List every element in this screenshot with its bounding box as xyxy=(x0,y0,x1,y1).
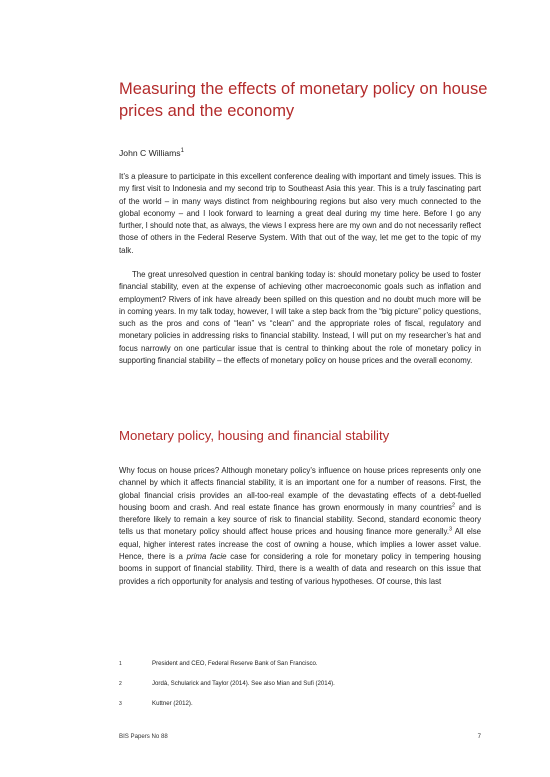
footnotes xyxy=(119,660,481,720)
page-number: 7 xyxy=(477,733,481,740)
author-name: John C Williams xyxy=(119,148,181,158)
author-line xyxy=(119,148,184,158)
footnote-1 xyxy=(119,660,481,668)
footnote-text: President and CEO, Federal Reserve Bank of San Francisco. xyxy=(152,660,318,667)
footnote-number: 1 xyxy=(119,661,122,667)
footnote-text: Kuttner (2012). xyxy=(152,700,193,707)
paragraph-text-segment: case for considering a role for monetary policy in tempering housing booms in support of financial stability. Third, there is a wealth of data and research on this issue that provides a rich opportunity for analysis and testing of various hypotheses. Of course, this last xyxy=(119,552,481,586)
section-heading: Monetary policy, housing and financial stability xyxy=(119,428,390,443)
author-footnote-marker[interactable]: 1 xyxy=(180,148,184,155)
footnote-number: 3 xyxy=(119,701,122,707)
paragraph-intro: It’s a pleasure to participate in this excellent conference dealing with important and timely issues. This is my first visit to Indonesia and my second trip to Southeast Asia this year. This is a truly fascinating part of the world – in many ways distinct from neighbouring regions but also very much connected to the global economy – and I look forward to learning a great deal during my time here. Before I go any further, I should note that, as always, the views I express here are my own and do not necessarily reflect those of others in the Federal Reserve System. With that out of the way, let me get to the topic of my talk. xyxy=(119,172,481,255)
footer-publication: BIS Papers No 88 xyxy=(119,733,168,740)
emphasis-text: prima facie xyxy=(186,552,227,562)
footnote-ref-3[interactable]: 3 xyxy=(449,526,453,533)
footnote-2 xyxy=(119,680,481,688)
footnote-ref-2[interactable]: 2 xyxy=(452,502,456,509)
paragraph-question: The great unresolved question in central banking today is: should monetary policy be used to foster financial stability, even at the expense of achieving other macroeconomic goals such as inflation and employment? Rivers of ink have already been spilled on this question and no doubt much more will be in coming years. In my talk today, however, I will take a step back from the “big picture” policy questions, such as the pros and cons of “lean” vs “clean” and the appropriate roles of fiscal, regulatory and monetary policies in addressing risks to financial stability. Instead, I will put on my researcher’s hat and focus narrowly on one particular issue that is central to thinking about the role of monetary policy in supporting financial stability – the effects of monetary policy on house prices and the overall economy. xyxy=(119,270,481,366)
paragraph-text-segment: and is therefore likely to remain a key source of risk to financial stability. Second, standard economic theory tells us that monetary policy should affect house prices and housing finance more generally. xyxy=(119,502,481,537)
paragraph-house-prices xyxy=(119,465,481,588)
footnote-number: 2 xyxy=(119,681,122,687)
footnote-3 xyxy=(119,700,481,708)
footnote-text: Jordà, Schularick and Taylor (2014). See also Mian and Sufi (2014). xyxy=(152,680,335,687)
paper-title: Measuring the effects of monetary policy on house prices and the economy xyxy=(119,80,488,120)
paragraph-text-segment: Why focus on house prices? Although monetary policy’s influence on house prices represents only one channel by which it affects financial stability, it is an important one for a number of reasons. First, the global financial crisis provides an all-too-real example of the devastating effects of a debt-fuelled housing boom and crash. And real estate finance has grown enormously in many countries xyxy=(119,466,481,512)
paragraph-text-segment: All else equal, higher interest rates increase the cost of owning a house, which implies a lower asset value. Hence, there is a xyxy=(119,527,481,562)
